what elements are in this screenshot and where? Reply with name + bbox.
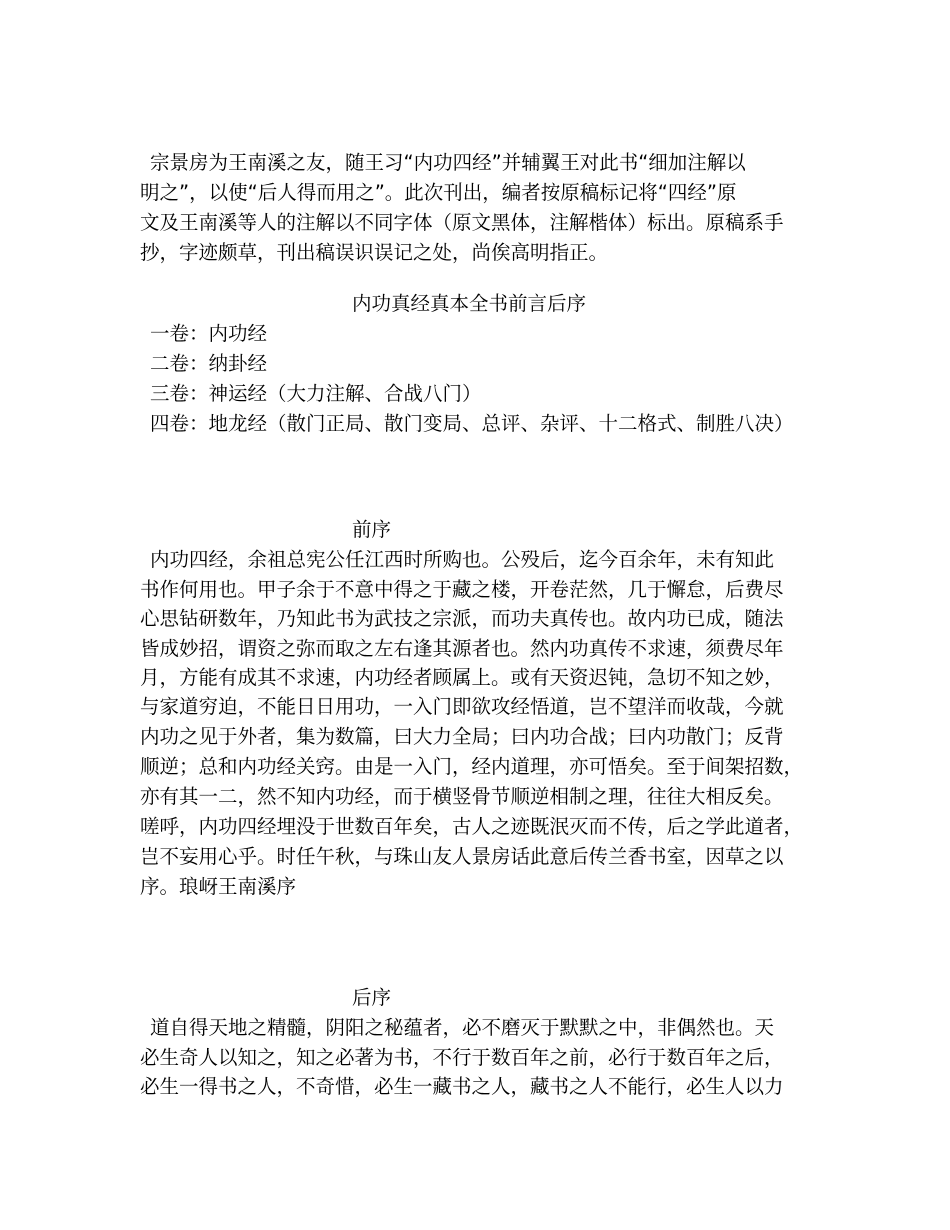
preface-line: 顺逆；总和内功经关窍。由是一入门，经内道理，亦可悟矣。至于间架招数， [140,755,804,778]
preface-line: 亦有其一二，然不知内功经，而于横竖骨节顺逆相制之理，往往大相反矣。 [140,785,784,808]
postface-line: 必生一得书之人，不奇惜，必生一藏书之人，藏书之人不能行，必生人以力 [140,1075,784,1098]
preface-line: 心思钻研数年，乃知此书为武技之宗派，而功夫真传也。故内功已成，随法 [140,607,784,630]
preface-line: 内功之见于外者，集为数篇，曰大力全局；曰内功合战；曰内功散门；反背 [140,725,784,748]
preface-line: 嗟呼，内功四经埋没于世数百年矣，古人之迹既泯灭而不传，后之学此道者， [140,815,804,838]
postface-title: 后序 [352,986,392,1009]
contents-item: 三卷：神运经（大力注解、合战八门） [150,382,482,405]
preface-line: 月，方能有成其不求速，内功经者顾属上。或有天资迟钝，急切不知之妙， [140,666,784,689]
contents-item: 一卷：内功经 [150,322,268,345]
preface-line: 内功四经，余祖总宪公任江西时所购也。公殁后，迄今百余年，未有知此 [150,548,775,571]
contents-item: 二卷：纳卦经 [150,352,268,375]
postface-line: 必生奇人以知之，知之必著为书，不行于数百年之前，必行于数百年之后， [140,1046,784,1069]
contents-title: 内功真经真本全书前言后序 [352,292,587,315]
preface-line: 书作何用也。甲子余于不意中得之于藏之楼，开卷茫然，几于懈怠，后费尽 [140,578,784,601]
preface-line: 皆成妙招，谓资之弥而取之左右逢其源者也。然内功真传不求速，须费尽年 [140,637,784,660]
intro-line: 宗景房为王南溪之友，随王习“内功四经”并辅翼王对此书“细加注解以 [150,151,746,174]
contents-item: 四卷：地龙经（散门正局、散门变局、总评、杂评、十二格式、制胜八决） [150,412,794,435]
intro-line: 明之”，以使“后人得而用之”。此次刊出，编者按原稿标记将“四经”原 [140,181,737,204]
preface-line: 岂不妄用心乎。时任午秋，与珠山友人景房话此意后传兰香书室，因草之以 [140,845,784,868]
intro-line: 抄，字迹颇草，刊出稿误识误记之处，尚俟高明指正。 [140,241,609,264]
preface-line: 序。琅岈王南溪序 [140,875,297,898]
intro-line: 文及王南溪等人的注解以不同字体（原文黑体，注解楷体）标出。原稿系手 [140,211,784,234]
postface-line: 道自得天地之精髓，阴阳之秘蕴者，必不磨灭于默默之中，非偶然也。天 [150,1016,775,1039]
preface-title: 前序 [352,518,392,541]
preface-line: 与家道穷迫，不能日日用功，一入门即欲攻经悟道，岂不望洋而收哉，今就 [140,695,784,718]
